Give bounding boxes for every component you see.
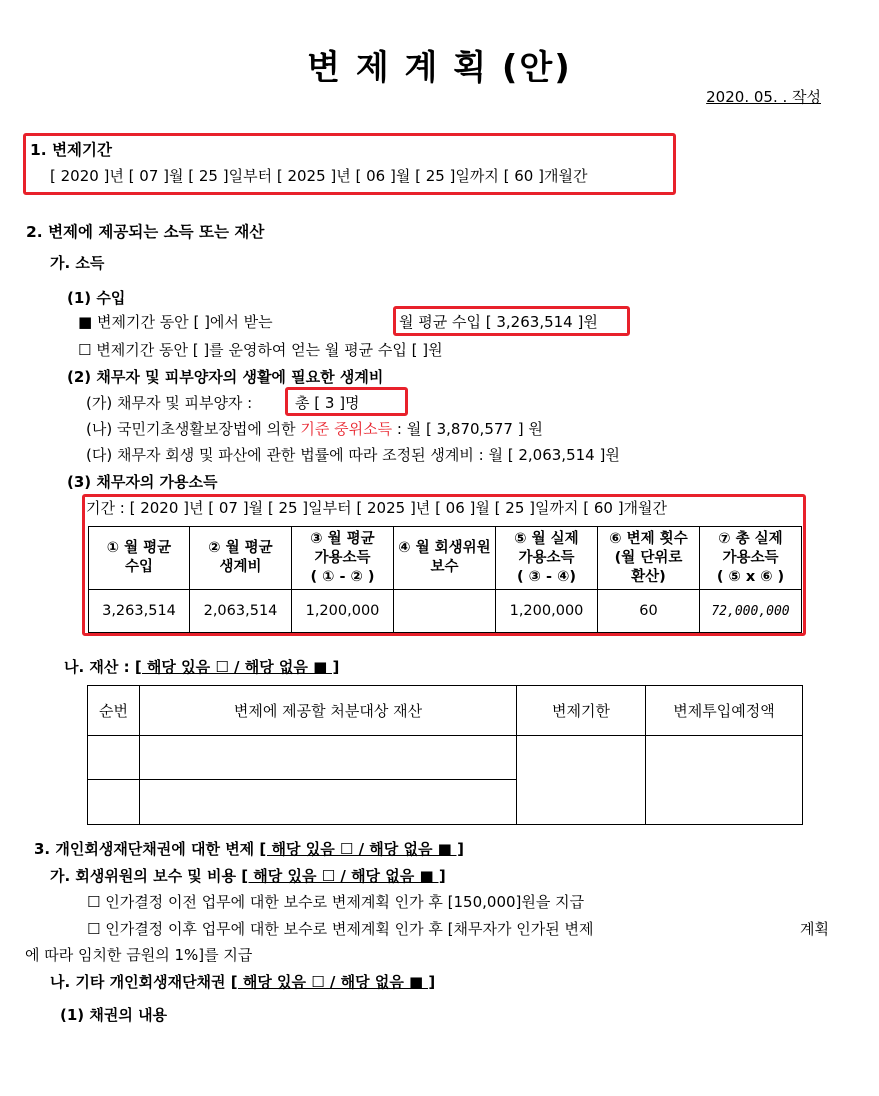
living-cost-heading: (2) 채무자 및 피부양자의 생활에 필요한 생계비 [67, 368, 384, 386]
income-option-1 [78, 311, 273, 332]
creation-date: 2020. 05. . 작성 [706, 88, 821, 106]
page-title: 변 제 계 획 (안) [307, 48, 572, 88]
trustee-fee-item-2-cont: 계획 [800, 920, 829, 938]
trustee-fee-line [50, 865, 446, 886]
cell [88, 780, 140, 825]
disposable-income-table [88, 526, 802, 633]
claim-content-heading: (1) 채권의 내용 [60, 1006, 168, 1024]
header-monthly-living-cost: ② 월 평균 생계비 [190, 527, 292, 590]
value-actual-disposable: 1,200,000 [496, 590, 598, 633]
disposable-income-heading: (3) 채무자의 가용소득 [67, 473, 218, 491]
section1-heading: 1. 변제기간 [30, 141, 112, 159]
header-property: 변제에 제공할 처분대상 재산 [140, 686, 517, 736]
section3-heading: 3. 개인회생재단채권에 대한 변제 [34, 840, 255, 858]
cell [646, 736, 803, 825]
cell [140, 736, 517, 780]
trustee-fee-item-1: ☐ 인가결정 이전 업무에 대한 보수로 변제계획 인가 후 [150,000]원을 지급 [87, 893, 585, 911]
other-claims-label: 나. 기타 개인회생재단채권 [50, 973, 226, 991]
header-deadline: 변제기한 [517, 686, 646, 736]
property-line [64, 656, 339, 677]
header-payment-count: ⑥ 변제 횟수 (월 단위로 환산) [598, 527, 700, 590]
header-actual-disposable: ⑤ 월 실제 가용소득 ( ③ - ④) [496, 527, 598, 590]
value-monthly-living-cost: 2,063,514 [190, 590, 292, 633]
section3-choice: [ 해당 있음 ☐ / 해당 없음 ■ ] [259, 840, 464, 858]
table-row [88, 736, 803, 780]
income-option-2-text: 변제기간 동안 [ ]를 운영하여 얻는 월 평균 수입 [ ]원 [96, 341, 443, 359]
section2-heading: 2. 변제에 제공되는 소득 또는 재산 [26, 223, 265, 241]
cell [517, 736, 646, 825]
dependents-count: 총 [ 3 ]명 [295, 394, 360, 412]
income-option-2 [78, 339, 443, 360]
dependents-label: (가) 채무자 및 피부양자 : [86, 394, 253, 412]
header-amount: 변제투입예정액 [646, 686, 803, 736]
property-choice: [ 해당 있음 ☐ / 해당 없음 ■ ] [134, 658, 340, 676]
table-header-row [88, 686, 803, 736]
section1-period: [ 2020 ]년 [ 07 ]월 [ 25 ]일부터 [ 2025 ]년 [ 06 ]월 [ 25 ]일까지 [ 60 ]개월간 [50, 167, 588, 185]
income-heading: (1) 수입 [67, 289, 126, 307]
property-label: 나. 재산 : [64, 658, 130, 676]
other-claims-line [50, 971, 435, 992]
table-header-row [89, 527, 802, 590]
trustee-fee-item-2-end: 에 따라 임치한 금원의 1%]를 지급 [25, 946, 253, 964]
income-option-1-text: 변제기간 동안 [ ]에서 받는 [96, 313, 273, 331]
disposable-income-period: 기간 : [ 2020 ]년 [ 07 ]월 [ 25 ]일부터 [ 2025 ]년 [ 06 ]월 [ 25 ]일까지 [ 60 ]개월간 [86, 499, 668, 517]
unchecked-box-icon: ☐ [78, 341, 92, 359]
monthly-income: 월 평균 수입 [ 3,263,514 ]원 [399, 313, 598, 331]
section3-heading-line [34, 838, 464, 859]
header-trustee-fee: ④ 월 회생위원 보수 [394, 527, 496, 590]
section2-ga-heading: 가. 소득 [50, 254, 105, 272]
value-payment-count: 60 [598, 590, 700, 633]
median-income-line [86, 418, 543, 439]
value-trustee-fee [394, 590, 496, 633]
property-table [87, 685, 803, 825]
cell [88, 736, 140, 780]
table-row [89, 590, 802, 633]
value-monthly-disposable: 1,200,000 [292, 590, 394, 633]
header-total-disposable: ⑦ 총 실제 가용소득 ( ⑤ x ⑥ ) [700, 527, 802, 590]
trustee-fee-label: 가. 회생위원의 보수 및 비용 [50, 867, 236, 885]
trustee-fee-choice: [ 해당 있음 ☐ / 해당 없음 ■ ] [241, 867, 446, 885]
header-monthly-income: ① 월 평균 수입 [89, 527, 190, 590]
value-total-disposable: 72,000,000 [700, 590, 802, 633]
value-monthly-income: 3,263,514 [89, 590, 190, 633]
median-income-prefix: (나) 국민기초생활보장법에 의한 [86, 420, 296, 438]
adjusted-living-cost: (다) 채무자 회생 및 파산에 관한 법률에 따라 조정된 생계비 : 월 [ 2,063,514 ]원 [86, 446, 620, 464]
other-claims-choice: [ 해당 있음 ☐ / 해당 없음 ■ ] [230, 973, 436, 991]
header-monthly-disposable: ③ 월 평균 가용소득 ( ① - ② ) [292, 527, 394, 590]
trustee-fee-item-2: ☐ 인가결정 이후 업무에 대한 보수로 변제계획 인가 후 [채무자가 인가된 변제 [87, 920, 594, 938]
median-income-amount: : 월 [ 3,870,577 ] 원 [396, 420, 543, 438]
median-income-term: 기준 중위소득 [300, 420, 393, 438]
cell [140, 780, 517, 825]
checked-box-icon: ■ [78, 313, 93, 331]
header-seq: 순번 [88, 686, 140, 736]
